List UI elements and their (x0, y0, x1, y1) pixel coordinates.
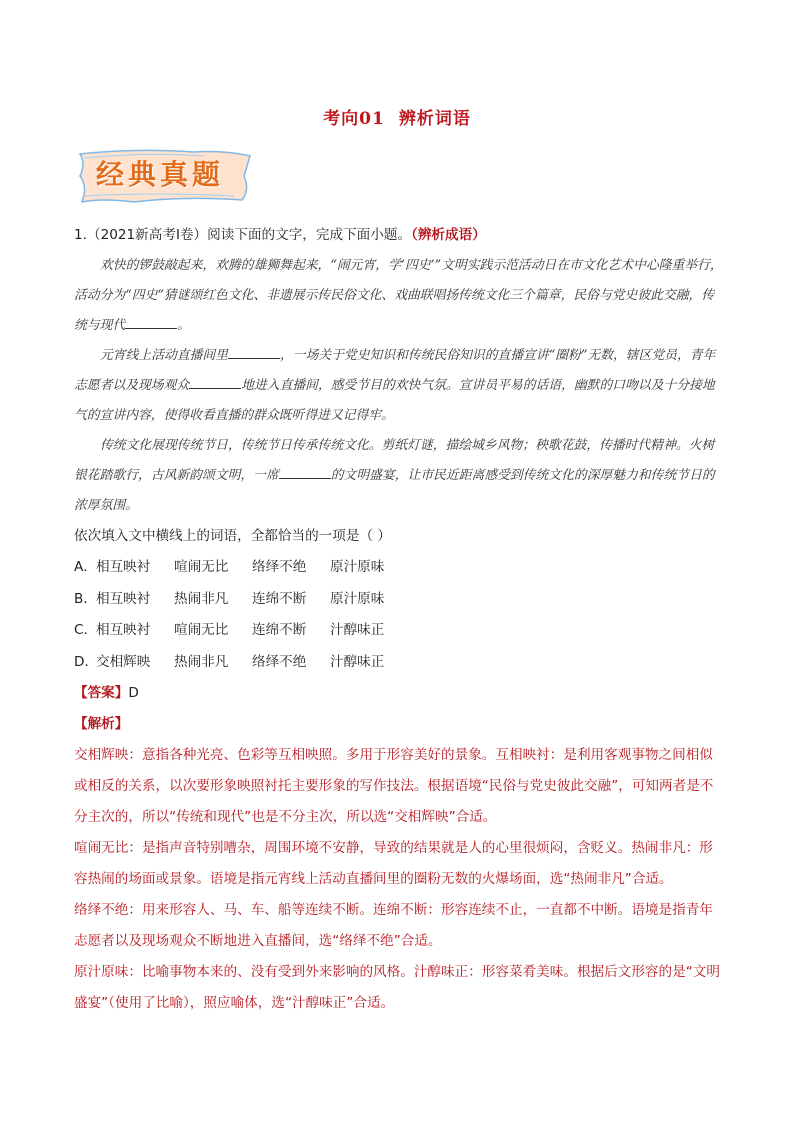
fill-blank-2 (228, 344, 280, 359)
option-d (74, 647, 724, 679)
option-word: 汁醇味正 (330, 622, 385, 638)
answer-line (74, 678, 724, 709)
fill-blank-4 (279, 464, 331, 479)
page-title (0, 104, 794, 129)
option-word: 汁醇味正 (330, 653, 385, 670)
option-word: 络绎不绝 (252, 653, 307, 670)
analysis-label: 【解析】 (74, 716, 129, 732)
question-head (74, 222, 724, 248)
passage-text: 地进入直播间，感受节目的欢快气氛。宣讲员平易的话语，幽默的口吻以及十分接地气的宣讲内容，使得收看直播的群众既听得进又记得牢。 (74, 378, 715, 423)
fill-blank-3 (189, 374, 241, 389)
option-word: 连绵不断 (252, 622, 307, 638)
analysis-body (74, 740, 724, 1019)
option-word: 原汁原味 (330, 590, 385, 607)
question-stem: 依次填入文中横线上的词语，全都恰当的一项是（ ） (74, 528, 391, 544)
reading-passage (74, 251, 724, 521)
option-b (74, 584, 724, 616)
passage-paragraph-1 (74, 251, 724, 341)
fill-blank-1 (125, 314, 177, 329)
option-word: 原汁原味 (330, 559, 385, 575)
passage-text: 传统文化展现传统节日，传统节日传承传统文化。剪纸灯谜，描绘城乡风物；秧歌花鼓，传播时代精神。火树银花踏歌行，古风新韵颂文明，一席 (74, 438, 715, 483)
main-content (74, 222, 724, 1019)
option-word: 络绎不绝 (252, 559, 307, 575)
option-word: 热闹非凡 (174, 653, 229, 670)
analysis-paragraph: 络绎不绝：用来形容人、马、车、船等连续不断。连绵不断：形容连续不止，一直都不中断。语境是指青年志愿者以及现场观众不断地进入直播间，选“络绎不绝”合适。 (74, 902, 713, 949)
page-title-part1: 考向01 (323, 109, 385, 129)
question-tag: （辨析成语） (411, 227, 486, 243)
option-word: 交相辉映 (96, 653, 151, 670)
option-word: 相互映衬 (96, 622, 151, 638)
passage-text: ，一场关于党史知识和传统民俗知识的直播宣讲“圈粉”无数，辖区党员，青年志愿者以及现场观众 (74, 348, 716, 393)
passage-text: 元宵线上活动直播间里 (100, 348, 228, 363)
option-word: 热闹非凡 (174, 590, 229, 607)
answer-value: D (128, 685, 139, 701)
question-head-text: 1.（2021新高考I卷）阅读下面的文字，完成下面小题。 (74, 227, 412, 243)
analysis-paragraph: 原汁原味：比喻事物本来的、没有受到外来影响的风格。汁醇味正：形容菜肴美味。根据后文形容的是“文明盛宴”（使用了比喻），照应喻体，选“汁醇味正”合适。 (74, 964, 720, 1011)
options-list (74, 552, 724, 678)
page-title-part2: 辨析词语 (398, 109, 471, 129)
option-word: 喧闹无比 (174, 622, 229, 638)
option-word: 连绵不断 (252, 590, 307, 607)
passage-text: 欢快的锣鼓敲起来，欢腾的雄狮舞起来，“闹元宵，学‘四史’”文明实践示范活动日在市文化艺术中心隆重举行，活动分为“四史”猜谜颂红色文化、非遗展示传民俗文化、戏曲联唱扬传统文化三个篇章，民俗与党史彼此交融，传统与现代 (74, 258, 723, 333)
passage-text: 的文明盛宴，让市民近距离感受到传统文化的深厚魅力和传统节日的浓厚氛围。 (74, 468, 715, 513)
passage-text: 。 (177, 318, 190, 333)
answer-label: 【答案】 (74, 685, 129, 701)
analysis-paragraph: 喧闹无比：是指声音特别嘈杂，周围环境不安静，导致的结果就是人的心里很烦闷，含贬义。热闹非凡：形容热闹的场面或景象。语境是指元宵线上活动直播间里的圈粉无数的火爆场面，选“热闹非凡”合适。 (74, 840, 713, 887)
passage-paragraph-3 (74, 431, 724, 521)
option-label: B． (74, 590, 97, 607)
option-label: C． (74, 622, 98, 638)
option-word: 相互映衬 (96, 590, 151, 607)
option-word: 相互映衬 (96, 559, 151, 575)
option-c (74, 615, 724, 647)
option-label: A． (74, 559, 97, 575)
option-a (74, 552, 724, 584)
option-word: 喧闹无比 (174, 559, 229, 575)
passage-paragraph-2 (74, 341, 724, 431)
analysis-paragraph: 交相辉映：意指各种光亮、色彩等互相映照。多用于形容美好的景象。互相映衬：是利用客观事物之间相似或相反的关系，以次要形象映照衬托主要形象的写作技法。根据语境“民俗与党史彼此交融”，可知两者是不分主次的，所以“传统和现代”也是不分主次，所以选“交相辉映”合适。 (74, 747, 714, 825)
option-label: D． (74, 653, 99, 670)
banner-title: 经典真题 (96, 158, 225, 191)
